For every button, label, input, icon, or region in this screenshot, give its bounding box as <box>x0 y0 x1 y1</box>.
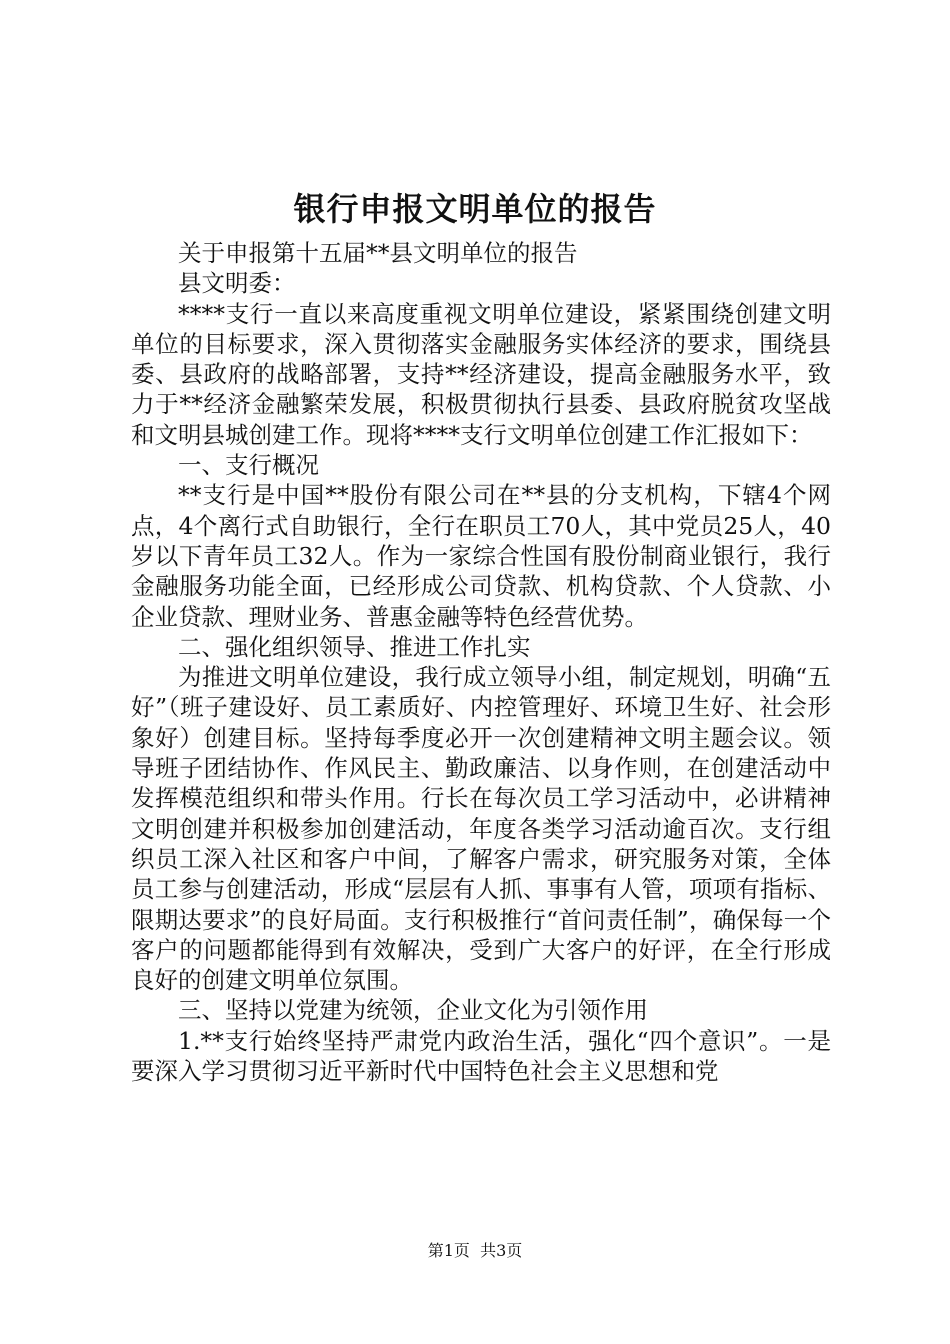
document-title: 银行申报文明单位的报告 <box>293 190 657 228</box>
paragraph-party-building: 1.**支行始终坚持严肃党内政治生活，强化“四个意识”。一是要深入学习贯彻习近平新时代中国特色社会主义思想和党 <box>131 1026 831 1086</box>
paragraph-overview: **支行是中国**股份有限公司在**县的分支机构，下辖4个网点，4个离行式自助银行，全行在职员工70人，其中党员25人，40岁以下青年员工32人。作为一家综合性国有股份制商业银行，我行金融服务功能全面，已经形成公司贷款、机构贷款、个人贷款、小企业贷款、理财业务、普惠金融等特色经营优势。 <box>131 481 831 631</box>
paragraph-recipient: 县文明委： <box>178 269 296 298</box>
page-footer <box>0 1240 950 1262</box>
paragraph-intro: ****支行一直以来高度重视文明单位建设，紧紧围绕创建文明单位的目标要求，深入贯彻落实金融服务实体经济的要求，围绕县委、县政府的战略部署，支持**经济建设，提高金融服务水平，致力于**经济金融繁荣发展，积极贯彻执行县委、县政府脱贫攻坚战和文明县城创建工作。现将****支行文明单位创建工作汇报如下： <box>131 299 831 449</box>
section-heading-3: 三、坚持以党建为统领，企业文化为引领作用 <box>178 996 648 1025</box>
document-body <box>131 238 831 1086</box>
page-indicator: 第1页 <box>427 1241 470 1260</box>
total-pages: 共3页 <box>480 1241 523 1260</box>
paragraph-subject: 关于申报第十五届**县文明单位的报告 <box>178 239 578 267</box>
section-heading-1: 一、支行概况 <box>178 451 319 480</box>
section-heading-2: 二、强化组织领导、推进工作扎实 <box>178 632 531 661</box>
paragraph-leadership: 为推进文明单位建设，我行成立领导小组，制定规划，明确“五好”（班子建设好、员工素质好、内控管理好、环境卫生好、社会形象好）创建目标。坚持每季度必开一次创建精神文明主题会议。领导班子团结协作、作风民主、勤政廉洁、以身作则，在创建活动中发挥模范组织和带头作用。行长在每次员工学习活动中，必讲精神文明创建并积极参加创建活动，年度各类学习活动逾百次。支行组织员工深入社区和客户中间，了解客户需求，研究服务对策，全体员工参与创建活动，形成“层层有人抓、事事有人管，项项有指标、限期达要求”的良好局面。支行积极推行“首问责任制”，确保每一个客户的问题都能得到有效解决，受到广大客户的好评，在全行形成良好的创建文明单位氛围。 <box>131 663 831 995</box>
